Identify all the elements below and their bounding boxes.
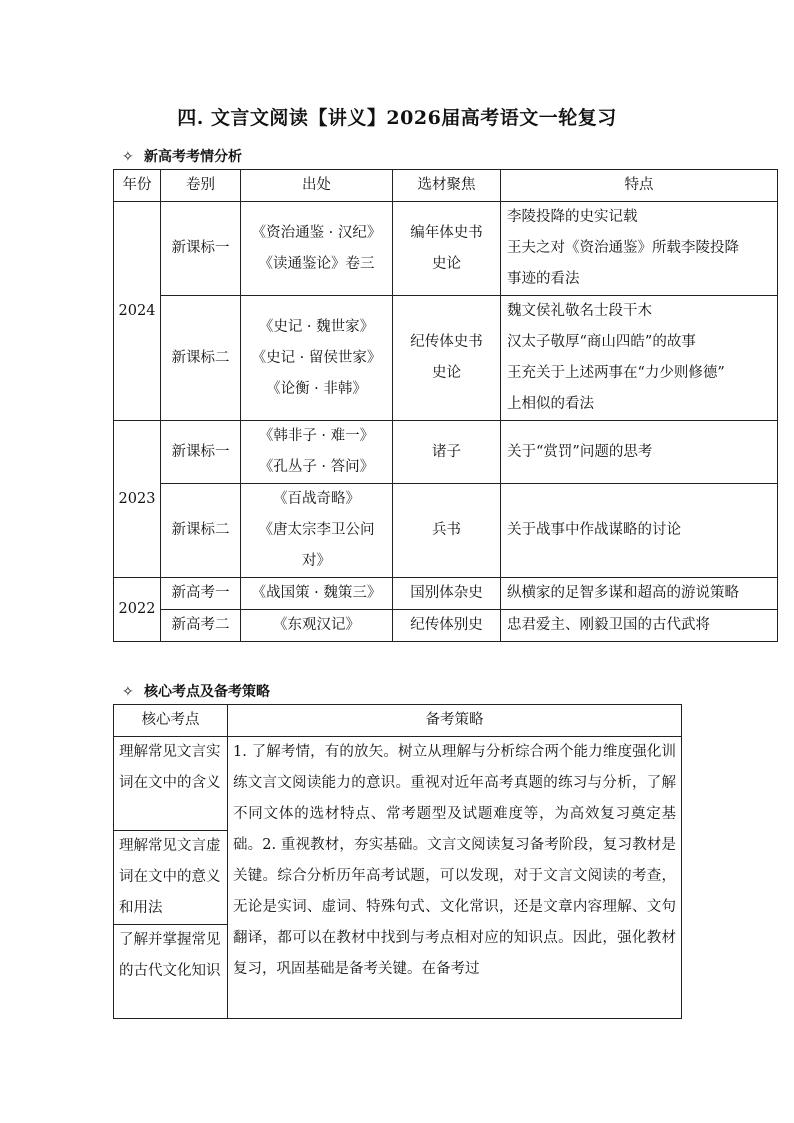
header-paper: 卷别 — [161, 170, 241, 202]
focus-cell: 纪传体史书 史论 — [393, 296, 501, 421]
features-cell: 李陵投降的史实记载 王夫之对《资治通鉴》所载李陵投降 事迹的看法 — [501, 202, 778, 296]
page-title: 四. 文言文阅读【讲义】2026届高考语文一轮复习 — [177, 107, 617, 129]
paper-cell: 新课标二 — [161, 296, 241, 421]
source-cell: 《资治通鉴 · 汉纪》 《读通鉴论》卷三 — [241, 202, 393, 296]
exam-analysis-table — [113, 169, 778, 642]
source-cell: 《战国策 · 魏策三》 — [241, 578, 393, 610]
year-cell: 2024 — [114, 202, 161, 421]
header-focus: 选材聚焦 — [393, 170, 501, 202]
table-row — [114, 484, 778, 578]
features-cell: 关于“赏罚”问题的思考 — [501, 421, 778, 484]
year-cell: 2022 — [114, 578, 161, 642]
table-row — [114, 610, 778, 642]
table-header-row — [114, 705, 682, 737]
features-cell: 忠君爱主、刚毅卫国的古代武将 — [501, 610, 778, 642]
features-cell: 纵横家的足智多谋和超高的游说策略 — [501, 578, 778, 610]
section-heading-core-points — [122, 681, 270, 701]
source-cell: 《史记 · 魏世家》 《史记 · 留侯世家》 《论衡 · 非韩》 — [241, 296, 393, 421]
core-point-cell: 理解常见文言虚词在文中的意义和用法 — [114, 831, 228, 925]
strategy-cell: 1. 了解考情，有的放矢。树立从理解与分析综合两个能力维度强化训练文言文阅读能力的意识。重视对近年高考真题的练习与分析，了解不同文体的选材特点、常考题型及试题难度等，为高效复习奠定基础。2. 重视教材，夯实基础。文言文阅读复习备考阶段，复习教材是关键。综合分析历年高考试题，可以发现，对于文言文阅读的考查，无论是实词、虚词、特殊句式、文化常识，还是文章内容理解、文句翻译，都可以在教材中找到与考点相对应的知识点。因此，强化教材复习，巩固基础是备考关键。在备考过 — [228, 737, 682, 1019]
core-points-table — [113, 704, 682, 1019]
diamond-bullet-icon: ✧ — [122, 149, 134, 165]
table-row — [114, 296, 778, 421]
table-row — [114, 737, 682, 831]
features-cell: 魏文侯礼敬名士段干木 汉太子敬厚“商山四皓”的故事 王充关于上述两事在“力少则修德” 上相似的看法 — [501, 296, 778, 421]
table-row — [114, 421, 778, 484]
paper-cell: 新高考二 — [161, 610, 241, 642]
source-cell: 《韩非子 · 难一》 《孔丛子 · 答问》 — [241, 421, 393, 484]
section-title: 新高考考情分析 — [144, 149, 242, 165]
focus-cell: 编年体史书 史论 — [393, 202, 501, 296]
focus-cell: 纪传体别史 — [393, 610, 501, 642]
paper-cell: 新高考一 — [161, 578, 241, 610]
header-year: 年份 — [114, 170, 161, 202]
header-strategy: 备考策略 — [228, 705, 682, 737]
focus-cell: 兵书 — [393, 484, 501, 578]
paper-cell: 新课标一 — [161, 202, 241, 296]
header-source: 出处 — [241, 170, 393, 202]
table-row — [114, 578, 778, 610]
table-row — [114, 202, 778, 296]
section-heading-exam-analysis — [122, 146, 242, 166]
section-title: 核心考点及备考策略 — [144, 684, 270, 700]
year-cell: 2023 — [114, 421, 161, 578]
source-cell: 《百战奇略》 《唐太宗李卫公问 对》 — [241, 484, 393, 578]
header-core-point: 核心考点 — [114, 705, 228, 737]
features-cell: 关于战事中作战谋略的讨论 — [501, 484, 778, 578]
source-cell: 《东观汉记》 — [241, 610, 393, 642]
core-point-cell: 理解常见文言实词在文中的含义 — [114, 737, 228, 831]
table-header-row — [114, 170, 778, 202]
paper-cell: 新课标二 — [161, 484, 241, 578]
focus-cell: 国别体杂史 — [393, 578, 501, 610]
focus-cell: 诸子 — [393, 421, 501, 484]
paper-cell: 新课标一 — [161, 421, 241, 484]
header-features: 特点 — [501, 170, 778, 202]
core-point-cell: 了解并掌握常见的古代文化知识 — [114, 925, 228, 1019]
diamond-bullet-icon: ✧ — [122, 684, 134, 700]
